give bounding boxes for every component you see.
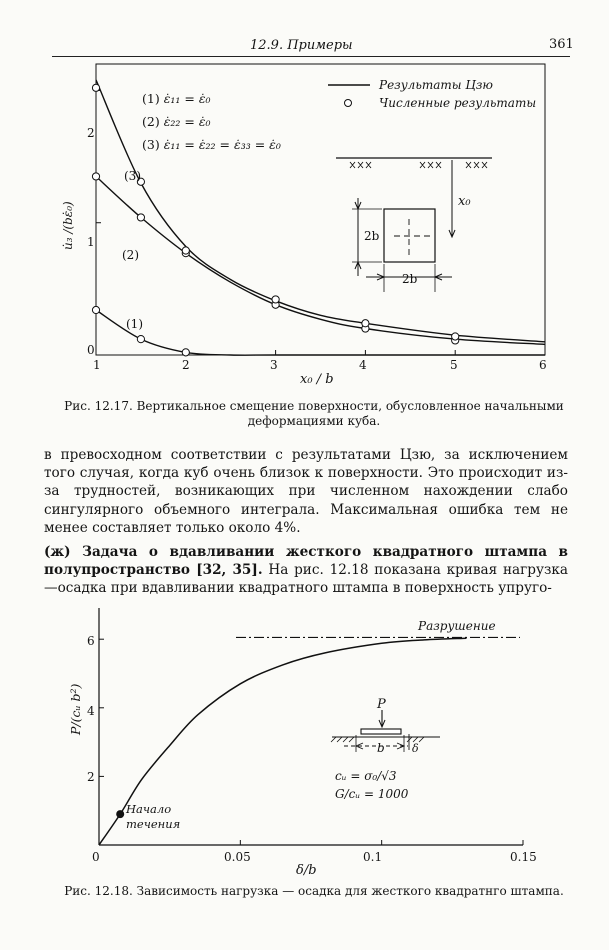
- fig1-data-point: [362, 320, 369, 327]
- fig1-y-tick: 0: [87, 343, 95, 357]
- fig1-y-tick-labels: [87, 126, 95, 357]
- inset-settle-label: δ: [412, 742, 419, 755]
- fig1-x-tick: 4: [359, 358, 367, 372]
- inset-width-label: 2b: [402, 272, 418, 286]
- fig1-y-axis-label: u̇₃ /(bε̇₀): [61, 201, 75, 250]
- fig1-data-point: [137, 214, 144, 221]
- fig1-data-point: [452, 333, 459, 340]
- fig2-y-tick: 4: [87, 704, 95, 718]
- curve-label-3: (3): [124, 169, 141, 183]
- param-g-cu: G/cᵤ = 1000: [335, 787, 409, 801]
- fig1-data-point: [92, 306, 99, 313]
- condition-3: (3) ε̇₁₁ = ε̇₂₂ = ε̇₃₃ = ε̇₀: [142, 137, 281, 152]
- fig1-data-point: [182, 349, 189, 356]
- yield-label-line-1: Начало: [126, 802, 172, 816]
- fig2-y-axis-label: P/(cᵤ b²): [68, 683, 83, 735]
- fig1-x-tick-labels: [93, 358, 547, 372]
- fig1-x-tick: 5: [450, 358, 458, 372]
- fig2-x-tick: 0.1: [363, 850, 383, 864]
- inset-load-label: P: [377, 697, 386, 712]
- fig2-x-tick: 0.15: [510, 850, 537, 864]
- curve-label-1: (1): [126, 317, 143, 331]
- fig2-x-tick: 0.05: [224, 850, 251, 864]
- fig2-y-tick-labels: [87, 634, 95, 784]
- paragraph-1: в превосходном соответствии с результатами Цзю, за исключением того случая, когда куб очень близок к поверхности. Это происходит из-за трудностей, возникающих при численном нахождении слабо сингулярного объемного интеграла. Максимальная ошибка тем не менее составляет только около 4%.: [44, 447, 568, 536]
- fig2-x-tick-labels: [92, 850, 537, 864]
- section-heading: (ж) Задача о вдавливании жесткого квадратного штампа в полупространство [32, 35].: [44, 544, 568, 579]
- yield-label-line-2: течения: [126, 817, 181, 831]
- fig1-conditions: [142, 91, 281, 152]
- fig1-y-tick: 1: [87, 235, 95, 249]
- fig2-inset-punch: [331, 710, 440, 752]
- yield-point: [116, 810, 124, 818]
- fig2-y-tick: 6: [87, 634, 95, 648]
- fig2-x-tick: 0: [92, 850, 100, 864]
- fig1-data-point: [92, 84, 99, 91]
- paragraph-2-text: На рис. 12.18 показана кривая нагрузка—осадка при вдавливании квадратного штампа в поверхность упруго-: [44, 562, 568, 597]
- legend-marker-swatch: [345, 100, 352, 107]
- fig1-series-line-1: [96, 310, 545, 355]
- legend-marker-label: Численные результаты: [379, 96, 537, 110]
- section-header: 12.9. Примеры: [250, 38, 353, 53]
- condition-1: (1) ε̇₁₁ = ε̇₀: [142, 91, 211, 106]
- failure-label: Разрушение: [418, 619, 496, 633]
- curve-label-2: (2): [122, 248, 139, 262]
- fig1-data-point: [182, 247, 189, 254]
- condition-2: (2) ε̇₂₂ = ε̇₀: [142, 114, 211, 129]
- figure-12-17: [0, 0, 609, 400]
- inset-height-label: 2b: [364, 229, 380, 243]
- fig1-y-tick: 2: [87, 126, 95, 140]
- fig1-x-tick: 1: [93, 358, 101, 372]
- fig1-data-point: [92, 173, 99, 180]
- fig1-x-tick: 2: [182, 358, 190, 372]
- fig1-data-point: [137, 336, 144, 343]
- fig2-y-tick: 2: [87, 770, 95, 784]
- fig1-x-axis-label: x₀ / b: [300, 372, 334, 387]
- fig1-series-line-2: [96, 176, 545, 344]
- legend-line-label: Результаты Цзю: [379, 78, 493, 92]
- fig1-x-tick: 6: [539, 358, 547, 372]
- page-number: 361: [549, 37, 574, 52]
- figure-1-caption: Рис. 12.17. Вертикальное смещение поверхности, обусловленное начальными деформациями куба.: [64, 399, 564, 428]
- fig2-x-axis-label: δ/b: [296, 863, 317, 878]
- fig1-data-point: [272, 296, 279, 303]
- inset-width-b-label: b: [377, 741, 385, 755]
- figure-2-caption: Рис. 12.18. Зависимость нагрузка — осадка для жесткого квадратнго штампа.: [64, 884, 564, 898]
- body-text: [44, 446, 568, 598]
- param-cu: cᵤ = σ₀/√3: [335, 769, 397, 783]
- inset-depth-label: x₀: [458, 194, 471, 209]
- figure-12-18: [0, 600, 609, 890]
- paragraph-2: [44, 543, 568, 598]
- fig1-x-tick: 3: [270, 358, 278, 372]
